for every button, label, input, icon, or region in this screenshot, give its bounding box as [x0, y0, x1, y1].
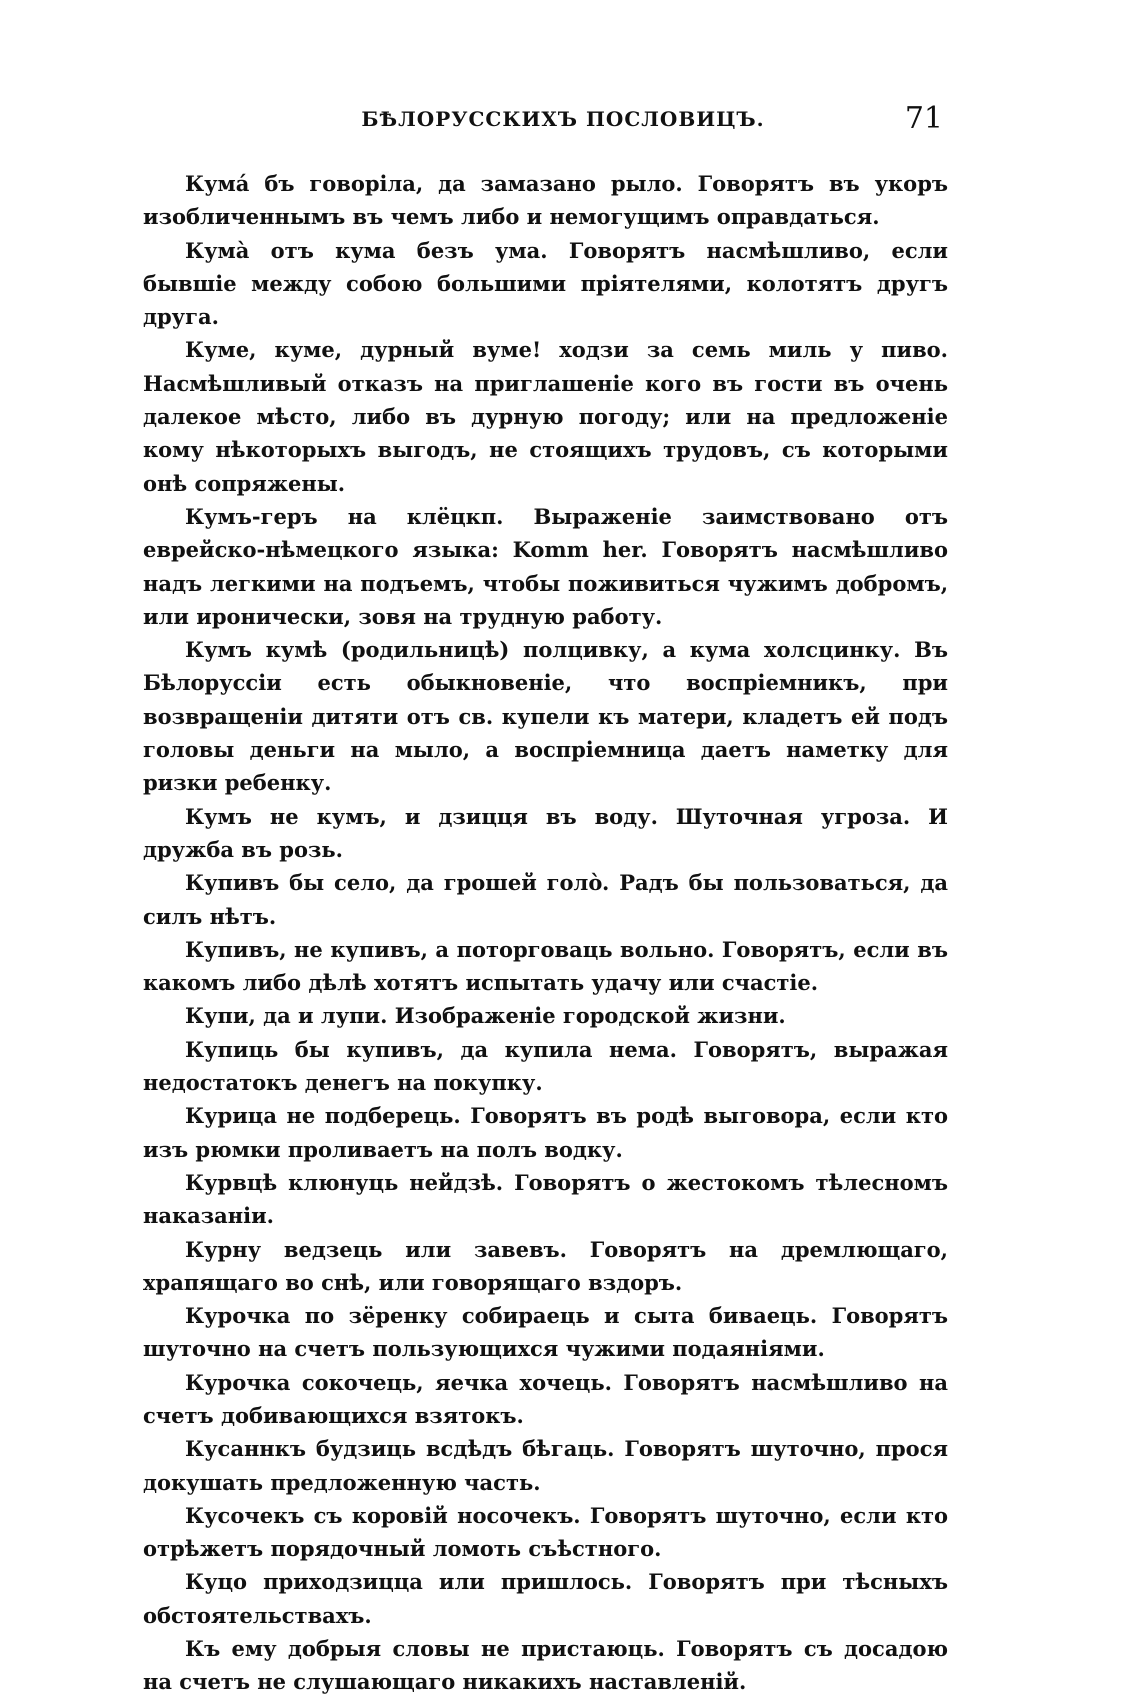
proverb-entry: Купивъ, не купивъ, а поторговаць вольно. Говорятъ, если въ какомъ либо дѣлѣ хотятъ испытать удачу или счастiе. — [143, 936, 948, 996]
proverb-list — [143, 167, 948, 1699]
proverb-entry: Кумà отъ кума безъ ума. Говорятъ насмѣшливо, если бывшiе между собою большими прiятелями, колотятъ другъ друга. — [143, 237, 948, 330]
page-number: 71 — [904, 101, 943, 136]
page-header — [143, 101, 943, 147]
proverb-entry: Купивъ бы село, да грошей голò. Радъ бы пользоваться, да силъ нѣтъ. — [143, 870, 948, 929]
proverb-entry: Кумá бъ говорiла, да замазано рыло. Говорятъ въ укоръ изобличеннымъ въ чемъ либо и немогущимъ оправдаться. — [143, 171, 948, 230]
proverb-entry: Курица не подберець. Говорятъ въ родѣ выговора, если кто изъ рюмки проливаетъ на полъ водку. — [143, 1103, 948, 1162]
proverb-entry: Курвцѣ клюнуць нейдзѣ. Говорятъ о жестокомъ тѣлесномъ наказанiи. — [143, 1169, 948, 1229]
proverb-entry: Курочка сокочець, яечка хочець. Говорятъ насмѣшливо на счетъ добивающихся взятокъ. — [143, 1369, 948, 1428]
proverb-entry: Курну ведзець или завевъ. Говорятъ на дремлющаго, храпящаго во снѣ, или говорящаго вздоръ. — [143, 1236, 948, 1295]
proverb-entry: Кумъ кумѣ (родильницѣ) полцивку, а кума холсцинку. Въ Бѣлоруссiи есть обыкновенiе, что воспрiемникъ, при возвращенiи дитяти отъ св. купели къ матери, кладетъ ей подъ головы деньги на мыло, а воспрiемница даетъ наметку для ризки ребенку. — [143, 637, 948, 796]
proverb-entry: Купи, да и лупи. Изображенiе городской жизни. — [185, 1003, 786, 1029]
proverb-entry: Курочка по зёренку собираець и сыта биваець. Говорятъ шуточно на счетъ пользующихся чужими подаянiями. — [143, 1303, 948, 1362]
proverb-entry: Кусочекъ съ коровiй носочекъ. Говорятъ шуточно, если кто отрѣжетъ порядочный ломоть съѣстного. — [143, 1502, 948, 1562]
proverb-entry: Кусаннкъ будзиць всдѣдъ бѣгаць. Говорятъ шуточно, прося докушать предложенную часть. — [143, 1436, 948, 1495]
proverb-entry: Кумъ не кумъ, и дзицця въ воду. Шуточная угроза. И дружба въ розь. — [143, 803, 948, 862]
proverb-entry: Къ ему добрыя словы не пристаюць. Говорятъ съ досадою на счетъ не слушающаго никакихъ наставленiй. — [143, 1636, 948, 1695]
proverb-entry: Купиць бы купивъ, да купила нема. Говорятъ, выражая недостатокъ денегъ на покупку. — [143, 1036, 948, 1096]
running-head: БѢЛОРУССКИХЪ ПОСЛОВИЦЪ. — [361, 107, 765, 131]
proverb-entry: Кумъ-геръ на клёцкп. Выраженiе заимствовано отъ еврейско-нѣмецкого языка: Komm her. Говорятъ насмѣшливо надъ легкими на подъемъ, чтобы поживиться чужимъ добромъ, или иронически, зовя на трудную работу. — [143, 503, 948, 629]
proverb-entry: Куме, куме, дурный вуме! ходзи за семь миль у пиво. Насмѣшливый отказъ на приглашенiе кого въ гости въ очень далекое мѣсто, либо въ дурную погоду; или на предложенiе кому нѣкоторыхъ выгодъ, не стоящихъ трудовъ, съ которыми онѣ сопряжены. — [143, 337, 948, 496]
proverb-entry: Куцо приходзицца или пришлось. Говорятъ при тѣсныхъ обстоятельствахъ. — [143, 1569, 948, 1628]
